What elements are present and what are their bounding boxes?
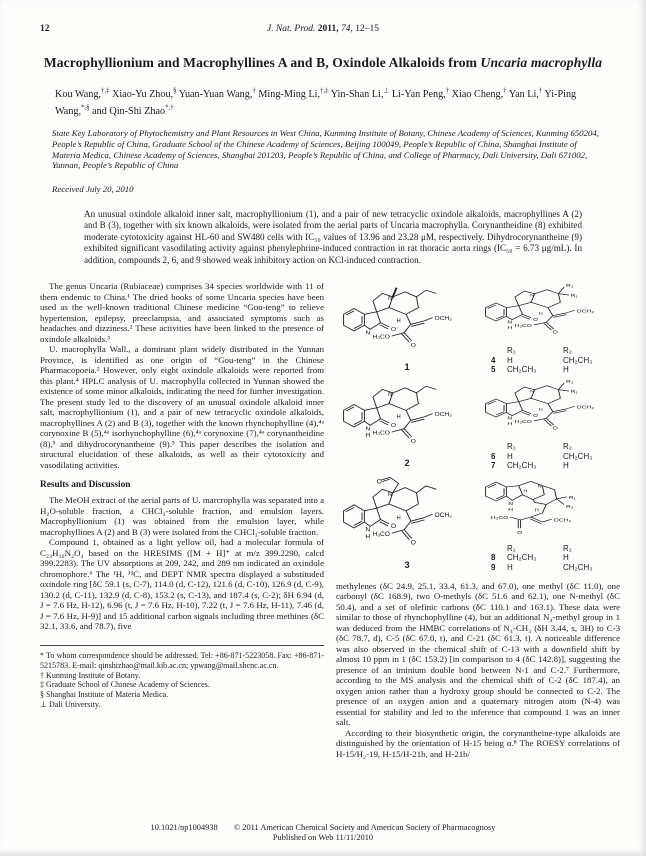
compounds-4-5-drawing [478,281,620,345]
compound-1-drawing [336,281,478,361]
r-table-value: H [507,563,513,572]
footnote: † Kunming Institute of Botany. [40,670,141,680]
footnote: ⊥ Dali University. [40,700,101,710]
r1-label: R₁ [570,293,578,299]
n4-label: N [530,389,535,394]
r-table-corner [491,346,507,356]
author-name: Ming-Ming Li,†,‡ [255,88,329,101]
o-label: O [390,422,397,429]
ester-o-label: O [410,438,416,445]
h-label: H [396,414,401,421]
structures-figure [336,281,620,572]
indole-nh-label: H [508,507,514,513]
page-number: 12 [40,24,50,34]
r-table-value: H [563,553,569,563]
title-text: Macrophyllionium and Macrophyllines A and B, Oxindole Alkaloids from [43,55,481,70]
structure-compound-2 [336,377,478,471]
h-label: H [538,407,543,412]
r-table-compound-number: 9 [491,563,496,572]
article-title [0,55,646,71]
indole-n-label: N [508,501,514,507]
ester-o-label: O [517,530,523,536]
ester-label: H₃CO [372,530,390,538]
footnote: ‡ Graduate School of Chinese Academy of Sciences. [40,680,210,690]
body-paragraph: The genus Uncaria (Rubiaceae) comprises 34 species worldwide with 11 of them endemic to China.¹ The dried hooks of some Uncaria species have been used as the well-known traditional Chinese medicine “Gou-teng” to relieve hypertension, epilepsy, preeclampsia, and associated symptoms such as headaches and dizziness.² These activities have been linked to the presence of oxindole alkaloids.³ [40,281,324,344]
ester-o-label: O [410,539,416,547]
ester-o-label: O [552,426,558,432]
author-affil-mark: †,‡ [100,88,110,95]
body-paragraph: The MeOH extract of the aerial parts of U. marcrophylla was separated into a H₂O-soluble fraction, a CHCl₃-soluble fraction, and emulsion layers. Macrophyllionium (1) was obtained from the emulsion layer, while macrophyllines A (2) and B (3) were isolated from the CHCl₃-soluble fraction. [40,495,324,537]
page-footer [0,823,646,843]
compound-2-drawing [336,377,478,457]
footnote-block [40,645,324,710]
author-affil-mark: † [538,88,543,95]
acetyl-o-label: O [376,478,382,486]
journal-citation [0,24,646,34]
o-label: O [532,317,539,323]
n4-label: N [530,294,535,299]
author-name: Xiao Cheng,† [449,88,507,101]
author-affil-mark: *,† [165,104,174,112]
h-label: H [523,489,528,495]
nh-label: H [365,432,371,439]
compound-3-drawing [336,473,478,559]
author-name: Kou Wang,†,‡ [55,88,110,101]
compounds-8-9-drawing [478,473,620,543]
och3-label: OCH₃ [576,309,594,315]
footnote: § Shanghai Institute of Materia Medica. [40,690,169,700]
right-column [336,281,620,759]
section-heading: Results and Discussion [40,480,131,491]
h-label: H [534,507,539,513]
r-table-value: CH₂CH₃ [507,553,537,563]
compound-number: 3 [404,559,410,570]
left-column-text [40,281,324,632]
r-table-header: R₂ [563,543,572,553]
n1-label: N [507,320,513,326]
och3-label: OCH₃ [576,405,594,410]
r-table-value: CH₂CH₃ [507,365,537,375]
r-table-value: CH₂CH₃ [563,451,593,461]
author-affil-mark: † [503,88,507,95]
h-label: H [396,319,401,325]
ester-o-label: O [410,342,416,349]
r1-label: R₁ [568,495,576,501]
structure-compound-1 [336,281,478,375]
o-label: O [532,413,539,419]
nh-label: H [507,421,513,427]
o-label: O [390,523,397,530]
footnote: * To whom correspondence should be addressed. Tel: +86-871-5223058. Fax: +86-871-5215783. E-mail: qinshizhao@mail.kib.ac.cn; ypwang@mail.shcnc.ac.cn. [40,650,324,670]
received-date: Received July 20, 2010 [52,183,134,194]
author-name: Yin-Shan Li,⊥ [328,88,390,101]
ester-label: H₃CO [372,429,390,437]
n1-label: N [507,416,513,422]
r-table-header: R₁ [507,543,516,553]
r-table-value: H [507,451,513,461]
author-affil-mark: § [173,88,177,95]
r-table-compound-number: 5 [491,365,496,375]
h-label: H [396,515,401,522]
affiliation: State Key Laboratory of Phytochemistry and Plant Resources in West China, Kunming Institute of Botany, Chinese Academy of Sciences, Kunming 650204, People’s Republic of China, Graduate School of the Chinese Academy of Sciences, Beijing 100049, People’s Republic of China, Shanghai Institute of Materia Medica, Chinese Academy of Sciences, Shanghai 201203, People’s Republic of China, and College of Pharmacy, Dali University, Dali 671002, Yunnan, People’s Republic of China [52,128,599,171]
ester-label: H₃CO [372,334,390,341]
author-affil-mark: ⊥ [383,88,390,95]
author-affil-mark: † [252,88,256,95]
body-paragraph: According to their biosynthetic origin, the corynantheine-type alkaloids are distinguished by the orientation of H-15 being α.⁸ The ROESY correlations of H-15/H₂-19, H-15/H-21b, and H-21b/ [336,727,620,759]
r-table-compound-number: 6 [491,451,496,461]
r-table-compound-number: 8 [491,553,496,563]
och3-label: OCH₃ [553,517,572,523]
r2-label: R₂ [566,379,574,385]
r-table-compound-number: 4 [491,355,496,365]
r-table-value: CH₂CH₃ [507,461,537,471]
compound-number: 1 [404,362,410,373]
author-list [55,86,606,118]
n4-label: N [388,392,393,399]
r-group-table-4-5 [491,346,607,375]
body-paragraph: U. macrophylla Wall., a dominant plant widely distributed in the Yunnan Province, is identified as one origin of “Gou-teng” in the Chinese Pharmacopoeia.² However, only eight oxindole alkaloids were reported from this plant.⁴ HPLC analysis of U. macrophylla collected in Yunnan showed the existence of some minor alkaloids, indicating the need for further investigation. The present study led to the discovery of an unusual oxindole alkaloid inner salt, macrophyllionium (1), and a pair of new tetracyclic oxindole alkaloids, macrophyllines A (2) and B (3), together with the known rhynchophylline (4),⁴ᵃ corynoxine B (5),⁴ᵃ isorhynchophylline (6),⁴ᵃ corynoxine (7),⁴ᵃ corynantheidine (8),⁵ and dihydrocorynantheine (9).⁵ This paper describes the isolation and structural elucidation of these alkaloids, as well as their cytotoxicity and vasodilating activities. [40,344,324,470]
och3-label: OCH₃ [434,411,452,419]
r-table-value: CH₂CH₃ [563,355,593,365]
r-group-table-6-7 [491,442,607,471]
abstract: An unusual oxindole alkaloid inner salt, macrophyllionium (1), and a pair of new tetracyclic oxindole alkaloids, macrophyllines A (2) and B (3), together with six known alkaloids, were isolated from the aerial parts of Uncaria macrophylla. Corynantheidine (8) exhibited moderate cytotoxicity against HL-60 and SW480 cells with IC₅₀ values of 13.96 and 23.28 μM, respectively. Dihydrocorynantheine (9) exhibited significant vasodilating activity against phenylephrine-induced contraction in rat thoracic aorta rings (IC₅₀ = 6.73 μg/mL). In addition, compounds 2, 6, and 9 showed weak inhibitory action on KCl-induced contraction. [84,208,582,265]
r-table-header: R₁ [507,346,516,356]
ester-label: H₃CO [514,419,532,425]
title-species: Uncaria macrophylla [480,55,603,70]
r-table-value: H [507,355,513,365]
r-table-compound-number: 7 [491,461,496,471]
doi: 10.1021/np1004938 [150,822,218,832]
n1-label: N [365,329,371,337]
h-label: H [538,312,543,317]
n4-label: N [388,492,393,498]
footer-line-1 [0,823,646,833]
nh-label: H [365,533,371,541]
author-affil-mark: *,§ [81,104,90,112]
n-label: N [537,484,542,490]
r-table-header: R₂ [563,442,572,452]
nh-label: H [507,325,513,331]
och3-label: OCH₃ [434,511,452,519]
r-table-value: H [563,461,569,471]
structure-compounds-4-5 [478,281,620,375]
r-table-corner [491,442,507,452]
n4-plus-label: N⁺ [388,296,396,303]
r-table-value: CH₂CH₃ [563,563,593,572]
author-name: Li-Yan Peng,† [389,88,450,101]
r-table-value: H [563,365,569,375]
n1-label: N [365,526,371,534]
author-affil-mark: † [445,88,450,95]
compounds-6-7-drawing [478,377,620,441]
structure-compounds-6-7 [478,377,620,471]
compound-number: 2 [404,458,410,469]
r-table-header: R₂ [563,346,572,356]
right-column-text [336,581,620,760]
author-name: Yan Li,† [506,88,543,101]
ester-label: H₃CO [490,515,509,521]
ester-o-label: O [552,330,558,336]
o-minus-label: O⁻ [390,326,400,334]
copyright: © 2011 American Chemical Society and American Society of Pharmacognosy [233,822,496,832]
left-column [40,281,324,759]
citation-year: 2011, [317,24,339,34]
citation-journal: J. Nat. Prod. [266,24,316,34]
r1-label: R₁ [570,389,578,395]
ester-label: H₃CO [514,323,532,329]
two-column-body [40,281,620,759]
r-group-table-8-9 [491,544,607,573]
structure-compound-3 [336,473,478,573]
och3-label: OCH₃ [434,315,452,323]
r2-label: R₂ [566,504,574,510]
body-paragraph: Compound 1, obtained as a light yellow oil, had a molecular formula of C₂₃H₃₀N₂O₄ based on the HRESIMS ([M + H]⁺ at m/z 399.2290, calcd 399.2283). The UV absorptions at 209, 242, and 289 nm indicated an oxindole chromophore.⁶ The ¹H, ¹³C, and DEPT NMR spectra displayed a substituded oxindole ring [δC 59.1 (s, C-7), 114.0 (d, C-12), 121.6 (d, C-10), 126.9 (d, C-9), 130.2 (d, C-11), 132.9 (d, C-8), 153.2 (s, C-13), and 187.4 (s, C-2); δH 6.94 (d, J = 7.6 Hz, H-12), 6.96 (t, J = 7.6 Hz, H-10), 7.22 (t, J = 7.6 Hz, H-11), 7.46 (d, J = 7.6 Hz, H-9)] and 15 additional carbon signals including three methines (δC 32.1, 33.6, and 78.7), five [40,537,324,632]
r-table-header: R₁ [507,442,516,452]
n1-label: N [365,425,371,433]
structure-compounds-8-9 [478,473,620,573]
body-paragraph: methylenes (δC 24.9, 25.1, 33.4, 61.3, and 67.0), one methyl (δC 11.0), one carbonyl (δC 168.9), two O-methyls (δC 51.6 and 62.1), one N-methyl (δC 50.4), and a set of olefinic carbons (δC 110.1 and 163.1). These data were similar to those of rhynchophylline (4), but an additional N₄-methyl group in 1 was deduced from the HMBC correlations of N₄-CH₃ (δH 3.44, s, 3H) to C-3 (δC 78.7, d), C-5 (δC 67.0, t), and C-21 (δC 61.3, t). A noticeable difference was also observed in the chemical shift of C-13 with a downfield shift by almost 10 ppm in 1 (δC 153.2) [in comparison to 4 (δC 142.8)], suggesting the presence of an iminium double bond between N-1 and C-2.⁷ Furthermore, according to the MS analysis and the chemical shift of C-2 (δC 187.4), an oxygen anion rather than a hydroxy group should be connected to C-2. The presence of an oxygen anion and a quaternary nitrogen atom (N-4) was essential for stability and led to the inference that compound 1 was an inner salt. [336,580,620,728]
author-affil-mark: †,‡ [320,88,329,95]
r-table-corner [491,544,507,554]
author-name: Yuan-Yuan Wang,† [176,88,256,101]
citation-volume: 74, [341,24,353,34]
page-header [0,0,646,34]
published-line: Published on Web 11/11/2010 [272,832,374,842]
author-name: and Qin-Shi Zhao*,† [89,104,174,117]
citation-pages: 12–15 [355,24,380,34]
author-name: Xiao-Yu Zhou,§ [109,88,177,101]
r2-label: R₂ [566,283,574,289]
author-name: Yi-Ping Wang,*,§ [55,89,577,117]
